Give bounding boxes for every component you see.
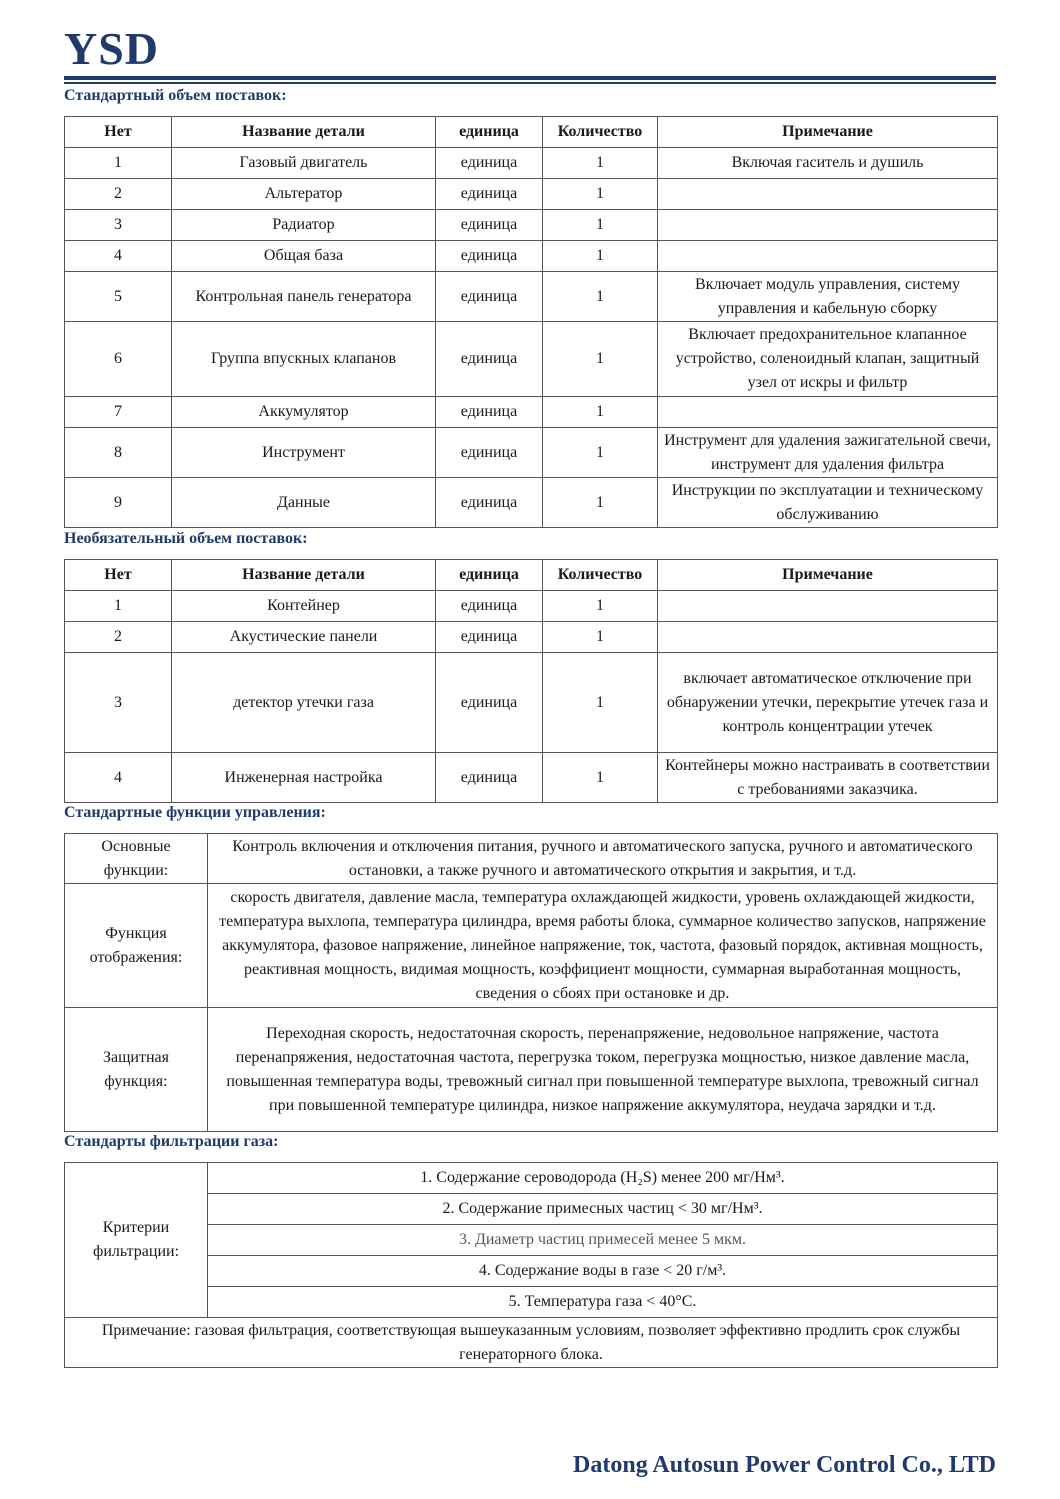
row-no: 9: [65, 478, 172, 528]
standard-scope-title: Стандартный объем поставок:: [64, 87, 287, 104]
table-row: [65, 148, 998, 179]
footer-company-name: Datong Autosun Power Control Co., LTD: [573, 1452, 996, 1478]
optional-scope-table: [64, 559, 998, 803]
table-row: [65, 478, 998, 528]
table-row: [65, 753, 998, 803]
row-unit: единица: [436, 272, 543, 322]
function-text: скорость двигателя, давление масла, температура охлаждающей жидкости, уровень охлаждающей жидкости, температура выхлопа, температура цилиндра, время работы блока, суммарное количество запусков, напряжение аккумулятора, фазовое напряжение, линейное напряжение, ток, частота, фазовый порядок, активная мощность, реактивная мощность, видимая мощность, коэффициент мощности, суммарная выработанная мощность, сведения о сбоях при остановке и др.: [208, 884, 998, 1008]
row-note: Инструкции по эксплуатации и техническому обслуживанию: [658, 478, 998, 528]
criterion-item: 1. Содержание сероводорода (H₂S) менее 200 мг/Нм³.: [208, 1163, 998, 1194]
row-qty: 1: [543, 322, 658, 397]
row-qty: 1: [543, 622, 658, 653]
row-unit: единица: [436, 210, 543, 241]
col-header-qty: Количество: [543, 560, 658, 591]
row-unit: единица: [436, 478, 543, 528]
col-header-no: Нет: [65, 117, 172, 148]
row-no: 1: [65, 591, 172, 622]
col-header-unit: единица: [436, 117, 543, 148]
table-row: [65, 322, 998, 397]
optional-scope-title: Необязательный объем поставок:: [64, 530, 308, 547]
table-row: [65, 653, 998, 753]
function-row: [65, 884, 998, 1008]
row-no: 7: [65, 397, 172, 428]
row-no: 1: [65, 148, 172, 179]
row-unit: единица: [436, 622, 543, 653]
row-qty: 1: [543, 653, 658, 753]
criterion-item: 4. Содержание воды в газе < 20 г/м³.: [208, 1256, 998, 1287]
row-name: Группа впускных клапанов: [172, 322, 436, 397]
row-note: Инструмент для удаления зажигательной свечи, инструмент для удаления фильтра: [658, 428, 998, 478]
row-note: включает автоматическое отключение при обнаружении утечки, перекрытие утечек газа и контроль концентрации утечек: [658, 653, 998, 753]
row-unit: единица: [436, 653, 543, 753]
row-note: [658, 397, 998, 428]
row-no: 6: [65, 322, 172, 397]
row-note: Включая гаситель и душиль: [658, 148, 998, 179]
col-header-no: Нет: [65, 560, 172, 591]
criterion-item: 5. Температура газа < 40°C.: [208, 1287, 998, 1318]
header-rule-thick: [64, 76, 996, 80]
col-header-qty: Количество: [543, 117, 658, 148]
row-qty: 1: [543, 397, 658, 428]
table-row: [65, 272, 998, 322]
function-label: Функция отображения:: [65, 884, 208, 1008]
row-name: Акустические панели: [172, 622, 436, 653]
filtration-title: Стандарты фильтрации газа:: [64, 1133, 279, 1150]
row-name: Данные: [172, 478, 436, 528]
row-no: 4: [65, 241, 172, 272]
row-name: Инженерная настройка: [172, 753, 436, 803]
col-header-name: Название детали: [172, 560, 436, 591]
function-label: Защитная функция:: [65, 1008, 208, 1132]
row-no: 3: [65, 653, 172, 753]
col-header-unit: единица: [436, 560, 543, 591]
row-name: Инструмент: [172, 428, 436, 478]
criterion-item: 3. Диаметр частиц примесей менее 5 мкм.: [208, 1225, 998, 1256]
filtration-note-row: [65, 1318, 998, 1368]
table-row: [65, 622, 998, 653]
row-no: 5: [65, 272, 172, 322]
row-name: Контейнер: [172, 591, 436, 622]
filtration-note: Примечание: газовая фильтрация, соответствующая вышеуказанным условиям, позволяет эффективно продлить срок службы генераторного блока.: [65, 1318, 998, 1368]
table-row: [65, 210, 998, 241]
row-no: 4: [65, 753, 172, 803]
table-header-row: [65, 560, 998, 591]
table-row: [65, 179, 998, 210]
criterion-item: 2. Содержание примесных частиц < 30 мг/Нм³.: [208, 1194, 998, 1225]
table-row: [65, 397, 998, 428]
row-note: [658, 210, 998, 241]
row-name: Газовый двигатель: [172, 148, 436, 179]
row-qty: 1: [543, 478, 658, 528]
table-header-row: [65, 117, 998, 148]
row-qty: 1: [543, 148, 658, 179]
function-row: [65, 1008, 998, 1132]
col-header-name: Название детали: [172, 117, 436, 148]
row-unit: единица: [436, 179, 543, 210]
function-text: Контроль включения и отключения питания, ручного и автоматического запуска, ручного и автоматического остановки, а также ручного и автоматического открытия и закрытия, и т.д.: [208, 834, 998, 884]
row-qty: 1: [543, 272, 658, 322]
row-name: Альтератор: [172, 179, 436, 210]
row-name: детектор утечки газа: [172, 653, 436, 753]
row-note: [658, 179, 998, 210]
row-unit: единица: [436, 397, 543, 428]
criterion-row: [65, 1163, 998, 1194]
row-note: Включает модуль управления, систему управления и кабельную сборку: [658, 272, 998, 322]
control-functions-table: [64, 833, 998, 1132]
table-row: [65, 241, 998, 272]
filtration-label: Критерии фильтрации:: [65, 1163, 208, 1318]
row-note: Включает предохранительное клапанное устройство, соленоидный клапан, защитный узел от искры и фильтр: [658, 322, 998, 397]
row-note: Контейнеры можно настраивать в соответствии с требованиями заказчика.: [658, 753, 998, 803]
control-functions-title: Стандартные функции управления:: [64, 804, 326, 821]
header-rule-thin: [64, 82, 996, 84]
row-qty: 1: [543, 241, 658, 272]
row-note: [658, 622, 998, 653]
row-no: 3: [65, 210, 172, 241]
row-no: 2: [65, 179, 172, 210]
function-text: Переходная скорость, недостаточная скорость, перенапряжение, недовольное напряжение, частота перенапряжения, недостаточная частота, перегрузка током, перегрузка мощностью, низкое давление масла, повышенная температура воды, тревожный сигнал при повышенной температуре выхлопа, тревожный сигнал при повышенной температуре цилиндра, низкое напряжение аккумулятора, неудача зарядки и т.д.: [208, 1008, 998, 1132]
row-unit: единица: [436, 322, 543, 397]
table-row: [65, 428, 998, 478]
col-header-note: Примечание: [658, 560, 998, 591]
table-row: [65, 591, 998, 622]
row-no: 2: [65, 622, 172, 653]
function-label: Основные функции:: [65, 834, 208, 884]
row-unit: единица: [436, 753, 543, 803]
function-row: [65, 834, 998, 884]
row-qty: 1: [543, 210, 658, 241]
row-name: Аккумулятор: [172, 397, 436, 428]
row-unit: единица: [436, 148, 543, 179]
row-name: Радиатор: [172, 210, 436, 241]
standard-scope-table: [64, 116, 998, 528]
row-name: Общая база: [172, 241, 436, 272]
row-qty: 1: [543, 179, 658, 210]
row-no: 8: [65, 428, 172, 478]
row-note: [658, 241, 998, 272]
row-qty: 1: [543, 591, 658, 622]
row-note: [658, 591, 998, 622]
row-unit: единица: [436, 591, 543, 622]
company-logo: YSD: [64, 23, 160, 74]
col-header-note: Примечание: [658, 117, 998, 148]
filtration-table: [64, 1162, 998, 1368]
row-unit: единица: [436, 428, 543, 478]
row-qty: 1: [543, 753, 658, 803]
row-unit: единица: [436, 241, 543, 272]
row-qty: 1: [543, 428, 658, 478]
row-name: Контрольная панель генератора: [172, 272, 436, 322]
